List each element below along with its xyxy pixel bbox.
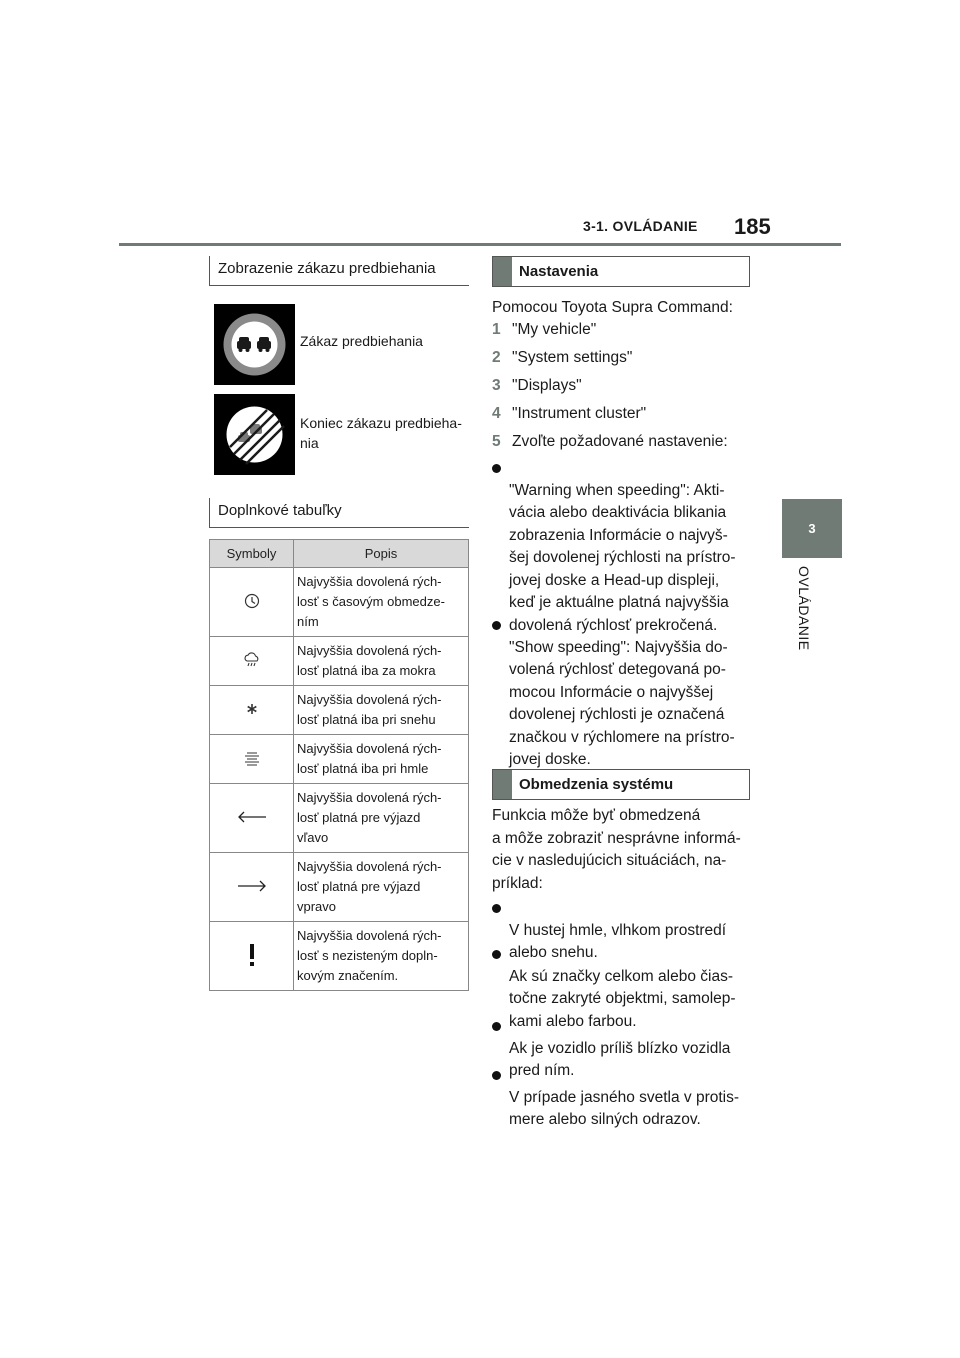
step-item [492, 430, 728, 453]
limits-intro: Funkcia môže byť obmedzená a môže zobraziť nesprávne informá- cie v nasledujúcich situáciách, na- príklad: [492, 807, 741, 892]
bullet-icon [492, 950, 501, 959]
table-cell-description: Najvyššia dovolená rých- losť platná iba za mokra [294, 637, 469, 686]
bullet-text: Ak sú značky celkom alebo čias- točne zakryté objektmi, samolep- kami alebo farbou. [509, 967, 736, 1030]
limits-heading-text: Obmedzenia systému [519, 776, 674, 793]
bullet-icon [492, 1071, 501, 1080]
symbols-table [209, 539, 469, 991]
step-item [492, 402, 646, 425]
section-title: 3-1. OVLÁDANIE [583, 218, 698, 234]
bullet-icon [492, 621, 501, 630]
table-cell-description: Najvyššia dovolená rých- losť s nezisteným dopln- kovým značením. [294, 922, 469, 991]
chapter-number: 3 [808, 521, 816, 536]
table-row [210, 637, 469, 686]
table-cell-description: Najvyššia dovolená rých- losť platná pre výjazd vľavo [294, 784, 469, 853]
settings-heading-text: Nastavenia [519, 263, 599, 280]
arrow-left-icon [236, 810, 268, 824]
bullet-item [492, 1064, 754, 1132]
heading-marker [493, 257, 512, 286]
chapter-tab [782, 499, 842, 558]
step-text: "System settings" [512, 349, 633, 366]
no-overtaking-sign-icon [214, 304, 295, 385]
table-row [210, 922, 469, 991]
settings-intro: Pomocou Toyota Supra Command: [492, 299, 733, 316]
sign-label-no-overtaking: Zákaz predbiehania [300, 333, 423, 349]
step-text: "Displays" [512, 377, 582, 394]
column-header-symbols: Symboly [210, 540, 294, 568]
table-row [210, 568, 469, 637]
step-item [492, 374, 582, 397]
bullet-text: V hustej hmle, vlhkom prostredí alebo snehu. [509, 921, 727, 961]
sign-label-end-no-overtaking: Koniec zákazu predbieha- nia [300, 415, 462, 451]
step-number: 2 [492, 349, 501, 366]
step-text: "Instrument cluster" [512, 405, 647, 422]
heading-marker [493, 770, 512, 799]
table-row [210, 784, 469, 853]
bullet-icon [492, 464, 501, 473]
step-number: 1 [492, 321, 501, 338]
overtaking-heading: Zobrazenie zákazu predbiehania [209, 256, 469, 286]
step-number: 3 [492, 377, 501, 394]
bullet-icon [492, 1022, 501, 1031]
table-cell-description: Najvyššia dovolená rých- losť platná iba pri snehu [294, 686, 469, 735]
arrow-right-icon [236, 879, 268, 893]
step-item [492, 346, 632, 369]
bullet-item [492, 614, 754, 772]
fog-icon [242, 749, 262, 767]
step-text: Zvoľte požadované nastavenie: [512, 433, 728, 450]
table-header-row [210, 540, 469, 568]
bullet-text: V prípade jasného svetla v protis- mere alebo silných odrazov. [509, 1088, 740, 1128]
step-item [492, 318, 596, 341]
chapter-label: OVLÁDANIE [796, 566, 812, 651]
bullet-text: Ak je vozidlo príliš blízko vozidla pred ním. [509, 1039, 731, 1079]
table-cell-description: Najvyššia dovolená rých- losť s časovým obmedze- ním [294, 568, 469, 637]
settings-heading [492, 256, 750, 287]
bullet-item [492, 457, 754, 637]
table-cell-description: Najvyššia dovolená rých- losť platná iba pri hmle [294, 735, 469, 784]
page-number: 185 [734, 214, 771, 239]
step-number: 4 [492, 405, 501, 422]
table-row [210, 735, 469, 784]
table-cell-description: Najvyššia dovolená rých- losť platná pre výjazd vpravo [294, 853, 469, 922]
step-text: "My vehicle" [512, 321, 597, 338]
exclamation-icon [247, 943, 257, 967]
table-row [210, 853, 469, 922]
chapter-side-label [792, 566, 812, 666]
column-header-description: Popis [294, 540, 469, 568]
header-rule [119, 243, 841, 246]
supplementary-heading: Doplnkové tabuľky [209, 498, 469, 528]
bullet-text: "Show speeding": Najvyššia do- volená rýchlosť detegovaná po- mocou Informácie o najvyššej dovolenej rýchlosti je označená značkou v rýchlomere na prístro- jovej doske. [509, 638, 735, 768]
rain-cloud-icon [243, 651, 261, 669]
snowflake-icon [244, 701, 260, 717]
clock-icon [243, 592, 261, 610]
limits-heading [492, 769, 750, 800]
end-no-overtaking-sign-icon [214, 394, 295, 475]
table-row [210, 686, 469, 735]
bullet-icon [492, 904, 501, 913]
bullet-text: "Warning when speeding": Akti- vácia alebo deaktivácia blikania zobrazenia Informácie o najvyš- šej dovolenej rýchlosti na prístro- jovej doske a Head-up displeji, keď je aktuálne platná najvyššia dovolená rýchlosť prekročená. [509, 481, 736, 634]
step-number: 5 [492, 433, 501, 450]
